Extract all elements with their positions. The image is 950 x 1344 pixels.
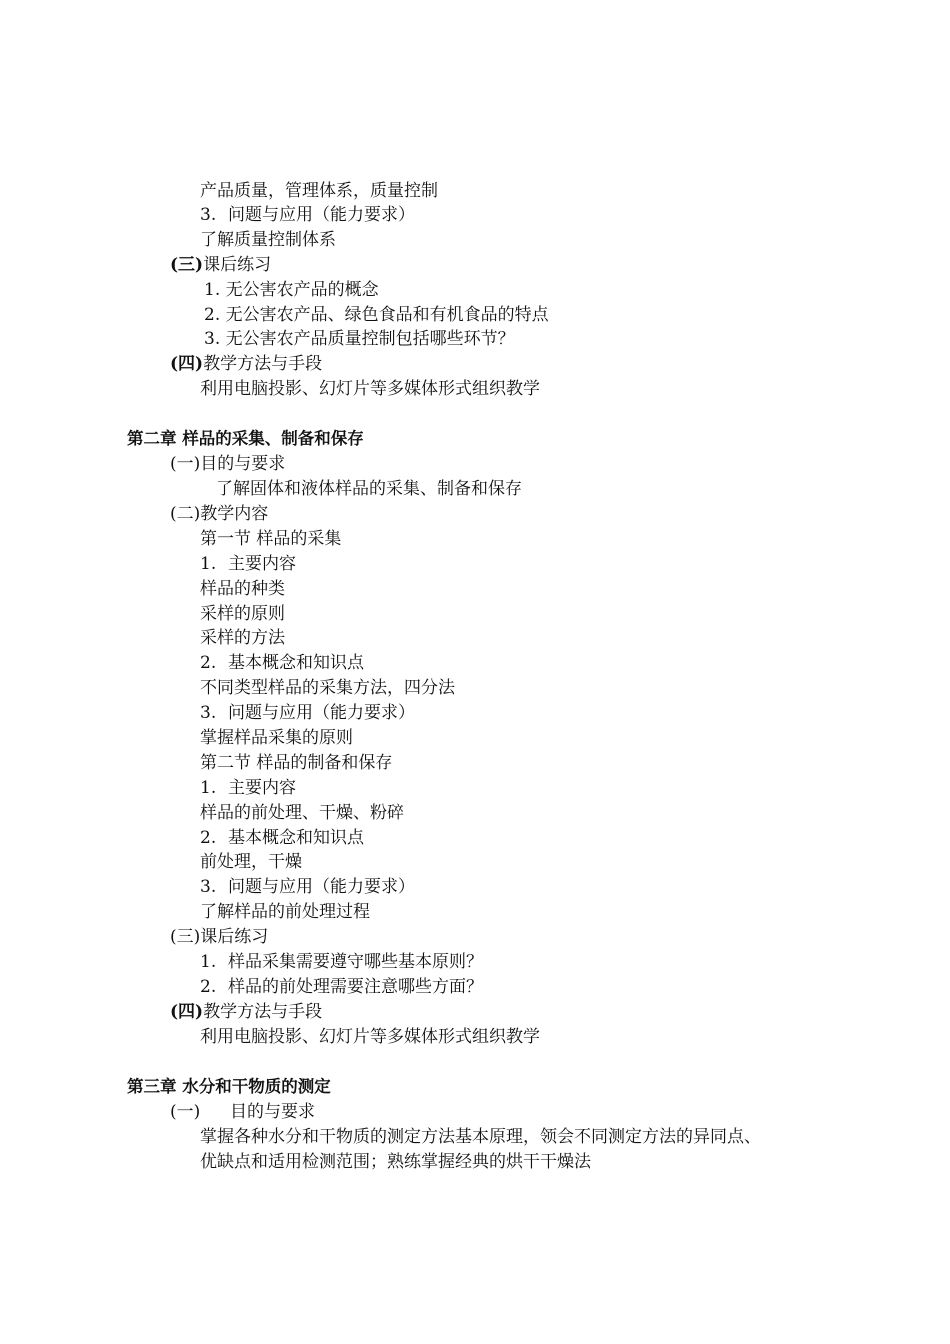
content-item: 样品的种类 bbox=[200, 579, 285, 599]
content-item: 采样的方法 bbox=[200, 628, 285, 648]
section-marker: (四) bbox=[170, 354, 204, 374]
main-content-heading bbox=[200, 777, 296, 799]
exercise-item: 1. 无公害农产品的概念 bbox=[204, 280, 379, 300]
list-label: 基本概念和知识点 bbox=[228, 828, 364, 848]
exercise-item: 2. 无公害农产品、绿色食品和有机食品的特点 bbox=[204, 305, 549, 325]
exercise-item bbox=[200, 951, 483, 973]
list-label: 样品的前处理需要注意哪些方面？ bbox=[228, 977, 483, 997]
section-label: 目的与要求 bbox=[230, 1102, 315, 1122]
exercise-heading bbox=[170, 926, 268, 948]
exercise-item: 3. 无公害农产品质量控制包括哪些环节？ bbox=[204, 329, 515, 349]
list-number: 3. bbox=[200, 703, 217, 723]
content-heading bbox=[170, 503, 268, 525]
section-marker: (三) bbox=[170, 927, 201, 947]
section-marker: (一) bbox=[170, 454, 201, 474]
section-marker: (三) bbox=[170, 255, 204, 275]
section-marker: (二) bbox=[170, 504, 201, 524]
section-label: 目的与要求 bbox=[200, 454, 286, 474]
points-text: 前处理，干燥 bbox=[200, 852, 302, 872]
section-label: 教学方法与手段 bbox=[203, 354, 323, 374]
content-item: 采样的原则 bbox=[200, 604, 285, 624]
question-heading bbox=[200, 204, 415, 226]
method-heading bbox=[170, 1001, 322, 1023]
points-heading bbox=[200, 827, 364, 849]
exercise-item bbox=[200, 976, 483, 998]
goal-text: 了解固体和液体样品的采集、制备和保存 bbox=[216, 479, 522, 499]
section-title: 第一节 样品的采集 bbox=[200, 529, 342, 549]
list-number: 1. bbox=[200, 952, 217, 972]
method-text: 利用电脑投影、幻灯片等多媒体形式组织教学 bbox=[200, 379, 540, 399]
method-text: 利用电脑投影、幻灯片等多媒体形式组织教学 bbox=[200, 1027, 540, 1047]
question-heading bbox=[200, 702, 415, 724]
goal-heading bbox=[170, 453, 285, 475]
list-number: 3. bbox=[200, 877, 217, 897]
question-text: 掌握样品采集的原则 bbox=[200, 728, 353, 748]
section-label: 课后练习 bbox=[200, 927, 269, 947]
list-label: 问题与应用（能力要求） bbox=[228, 703, 415, 723]
section-label: 课后练习 bbox=[203, 255, 272, 275]
list-label: 样品采集需要遵守哪些基本原则？ bbox=[228, 952, 483, 972]
content-item: 样品的前处理、干燥、粉碎 bbox=[200, 803, 404, 823]
points-text: 产品质量，管理体系，质量控制 bbox=[200, 181, 438, 201]
section-marker: (四) bbox=[170, 1002, 204, 1022]
question-heading bbox=[200, 876, 415, 898]
points-heading bbox=[200, 652, 364, 674]
section-title: 第二节 样品的制备和保存 bbox=[200, 753, 393, 773]
list-number: 2. bbox=[200, 828, 217, 848]
goal-text: 优缺点和适用检测范围；熟练掌握经典的烘干干燥法 bbox=[200, 1152, 591, 1172]
list-label: 主要内容 bbox=[228, 778, 296, 798]
section-marker: (一) bbox=[170, 1102, 201, 1122]
question-text: 了解质量控制体系 bbox=[200, 230, 336, 250]
main-content-heading bbox=[200, 553, 296, 575]
goal-text: 掌握各种水分和干物质的测定方法基本原理，领会不同测定方法的异同点、 bbox=[200, 1127, 761, 1147]
list-label: 主要内容 bbox=[228, 554, 296, 574]
list-label: 问题与应用（能力要求） bbox=[228, 877, 415, 897]
question-text: 了解样品的前处理过程 bbox=[200, 902, 370, 922]
list-number: 2. bbox=[200, 653, 217, 673]
chapter-title: 第二章 样品的采集、制备和保存 bbox=[127, 429, 364, 448]
list-label: 基本概念和知识点 bbox=[228, 653, 364, 673]
method-heading bbox=[170, 353, 322, 375]
goal-heading bbox=[170, 1101, 315, 1123]
list-number: 1. bbox=[200, 554, 217, 574]
chapter-title: 第三章 水分和干物质的测定 bbox=[127, 1077, 331, 1096]
points-text: 不同类型样品的采集方法，四分法 bbox=[200, 678, 455, 698]
exercise-heading bbox=[170, 254, 271, 276]
section-label: 教学方法与手段 bbox=[203, 1002, 323, 1022]
list-number: 1. bbox=[200, 778, 217, 798]
list-number: 3. bbox=[200, 205, 217, 225]
list-label: 问题与应用（能力要求） bbox=[228, 205, 415, 225]
list-number: 2. bbox=[200, 977, 217, 997]
section-label: 教学内容 bbox=[200, 504, 269, 524]
